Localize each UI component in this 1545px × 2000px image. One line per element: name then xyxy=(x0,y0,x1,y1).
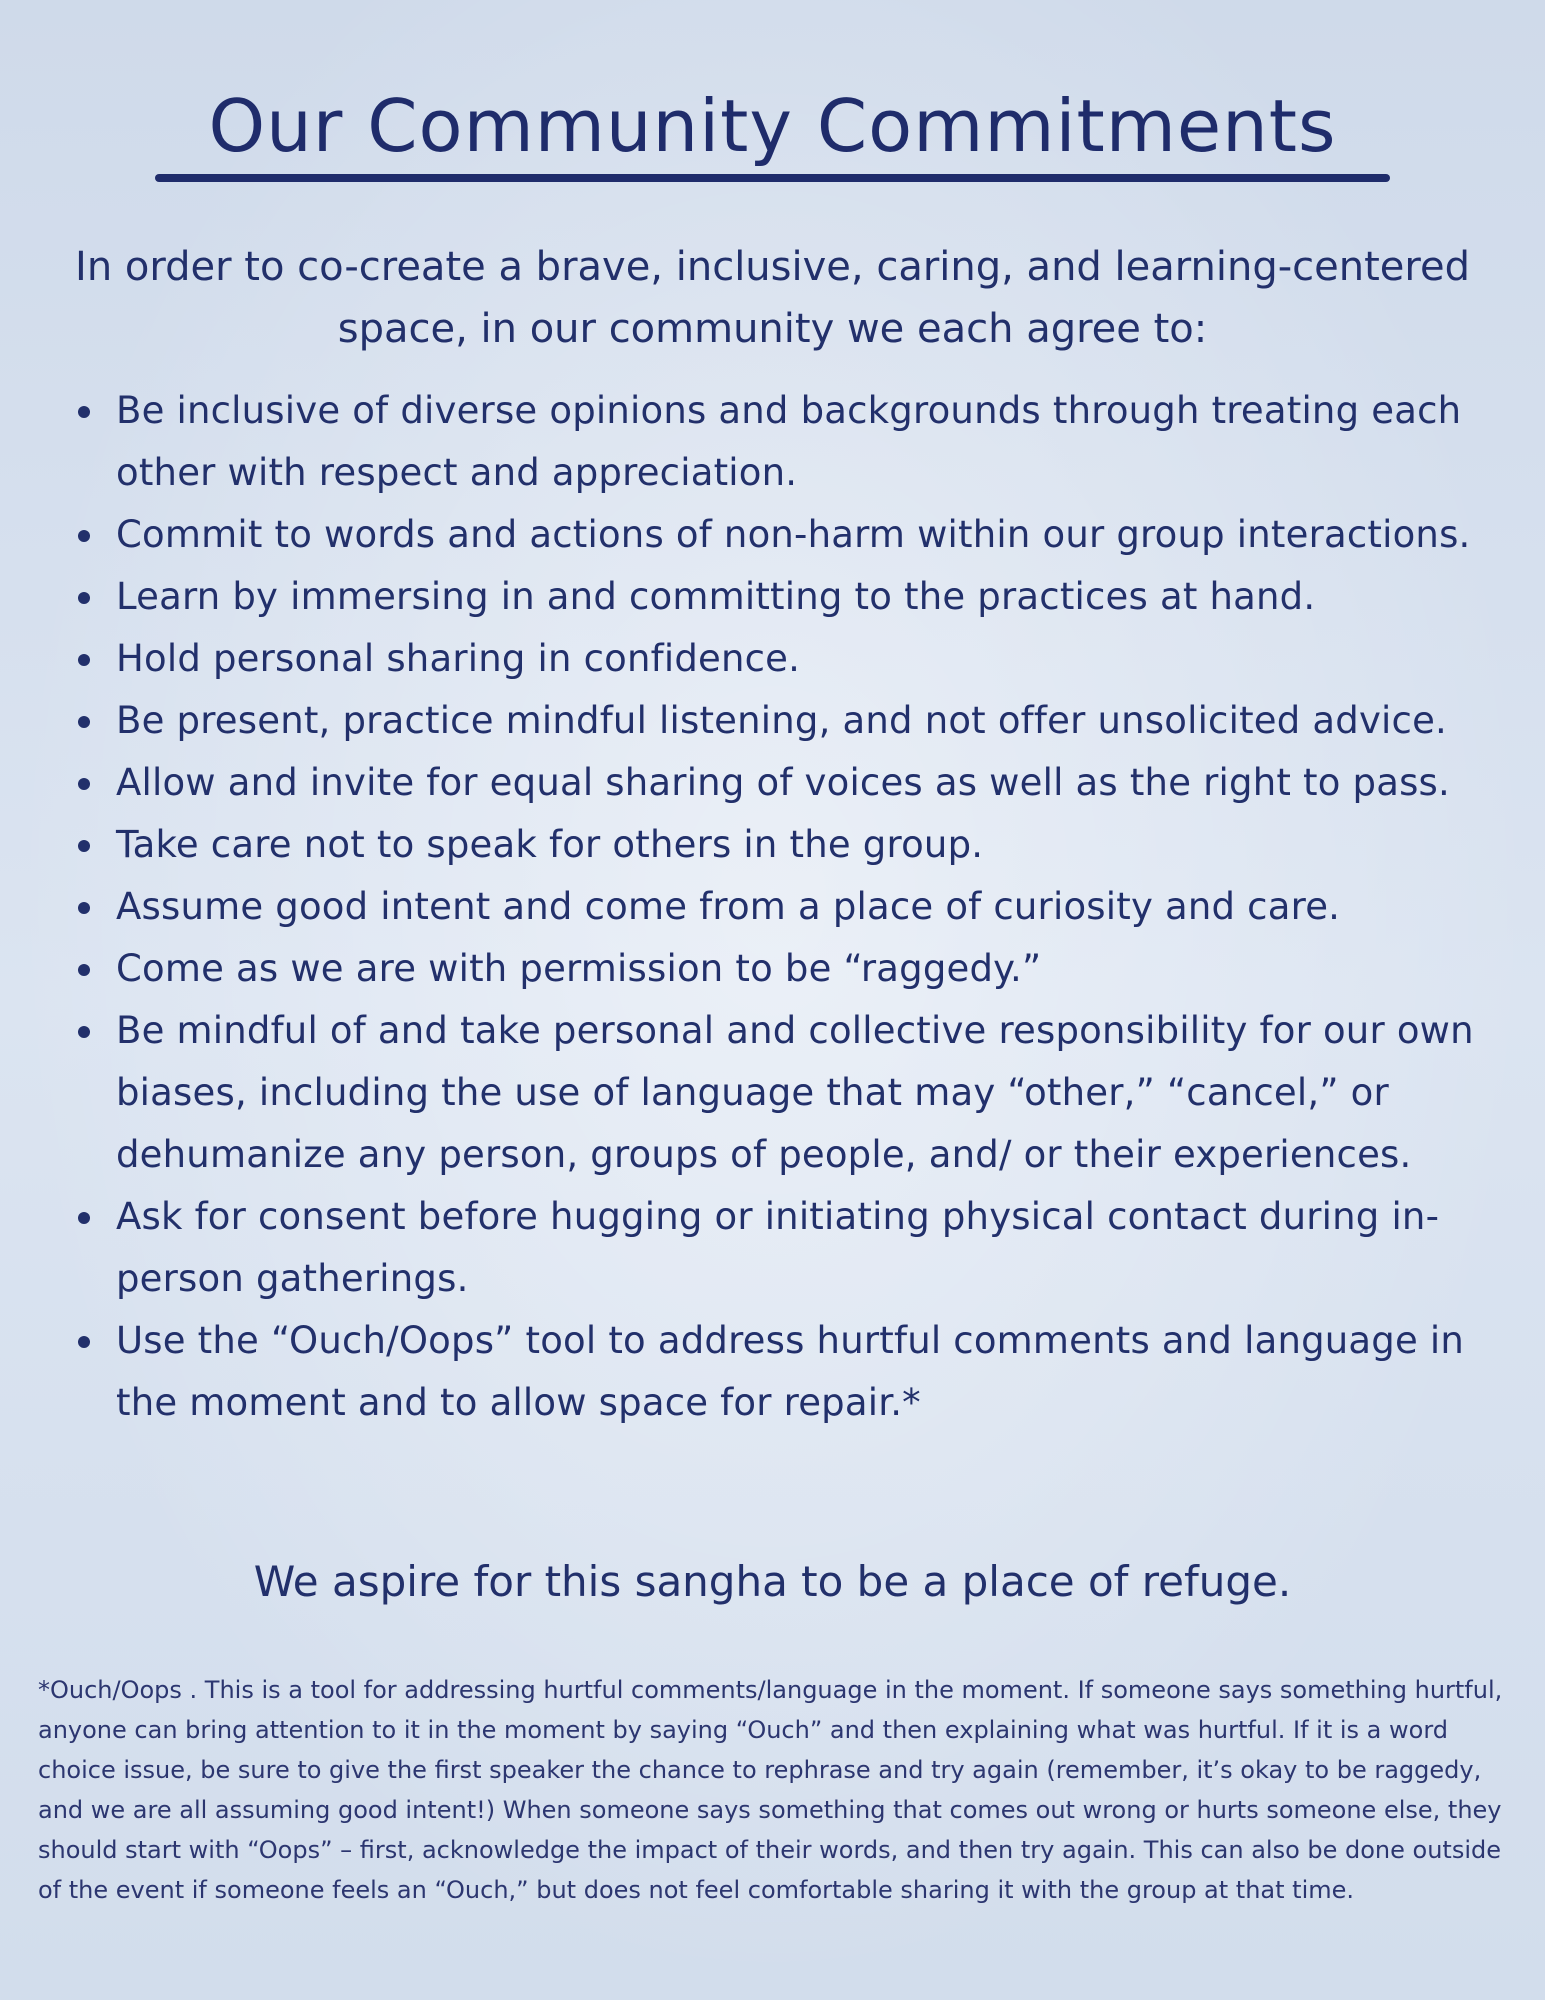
list-item xyxy=(70,504,1530,566)
page-title: Our Community Commitments xyxy=(208,84,1337,168)
list-item xyxy=(70,380,1530,504)
bullet-icon xyxy=(78,840,90,852)
list-item xyxy=(70,1000,1530,1186)
intro-text: In order to co-create a brave, inclusive, caring, and learning-centered space, in our community we each agree to: xyxy=(75,244,1470,352)
list-item xyxy=(70,814,1530,876)
footnote: *Ouch/Oops . This is a tool for addressing hurtful comments/language in the moment. If someone says something hurtful, anyone can bring attention to it in the moment by saying “Ouch” and then explaining what was hurtful. If it is a word choice issue, be sure to give the first speaker the chance to rephrase and try again (remember, it’s okay to be raggedy, and we are all assuming good intent!) When someone says something that comes out wrong or hurts someone else, they should start with “Oops” – first, acknowledge the impact of their words, and then try again. This can also be done outside of the event if someone feels an “Ouch,” but does not feel comfortable sharing it with the group at that time. xyxy=(38,1676,1503,1904)
commitment-text: Assume good intent and come from a place of curiosity and care. xyxy=(116,885,1341,928)
bullet-icon xyxy=(78,778,90,790)
commitment-text: Allow and invite for equal sharing of voices as well as the right to pass. xyxy=(116,761,1450,804)
commitment-text: Hold personal sharing in confidence. xyxy=(116,637,801,680)
bullet-icon xyxy=(78,530,90,542)
commitment-text: Be inclusive of diverse opinions and backgrounds through treating each other with respect and appreciation. xyxy=(116,389,1462,494)
list-item xyxy=(70,566,1530,628)
commitment-text: Come as we are with permission to be “raggedy.” xyxy=(116,947,1042,990)
bullet-icon xyxy=(78,902,90,914)
commitments-list xyxy=(70,380,1530,1434)
list-item xyxy=(70,1310,1530,1434)
commitment-text: Commit to words and actions of non-harm within our group interactions. xyxy=(116,513,1471,556)
bullet-icon xyxy=(78,716,90,728)
bullet-icon xyxy=(78,654,90,666)
list-item xyxy=(70,1186,1530,1310)
list-item xyxy=(70,752,1530,814)
bullet-icon xyxy=(78,1026,90,1038)
commitment-text: Use the “Ouch/Oops” tool to address hurtful comments and language in the moment and to allow space for repair.* xyxy=(116,1319,1465,1424)
commitment-text: Ask for consent before hugging or initiating physical contact during in-person gatherings. xyxy=(116,1195,1440,1300)
bullet-icon xyxy=(78,1336,90,1348)
bullet-icon xyxy=(78,1212,90,1224)
list-item xyxy=(70,628,1530,690)
commitment-text: Be mindful of and take personal and collective responsibility for our own biases, including the use of language that may “other,” “cancel,” or dehumanize any person, groups of people, and/ or their experiences. xyxy=(116,1009,1474,1176)
bullet-icon xyxy=(78,964,90,976)
list-item xyxy=(70,690,1530,752)
aspiration-statement: We aspire for this sangha to be a place of refuge. xyxy=(253,1557,1292,1606)
commitment-text: Be present, practice mindful listening, and not offer unsolicited advice. xyxy=(116,699,1447,742)
title-underline xyxy=(155,174,1390,182)
list-item xyxy=(70,938,1530,1000)
bullet-icon xyxy=(78,406,90,418)
bullet-icon xyxy=(78,592,90,604)
list-item xyxy=(70,876,1530,938)
commitment-text: Take care not to speak for others in the group. xyxy=(116,823,984,866)
commitment-text: Learn by immersing in and committing to the practices at hand. xyxy=(116,575,1316,618)
